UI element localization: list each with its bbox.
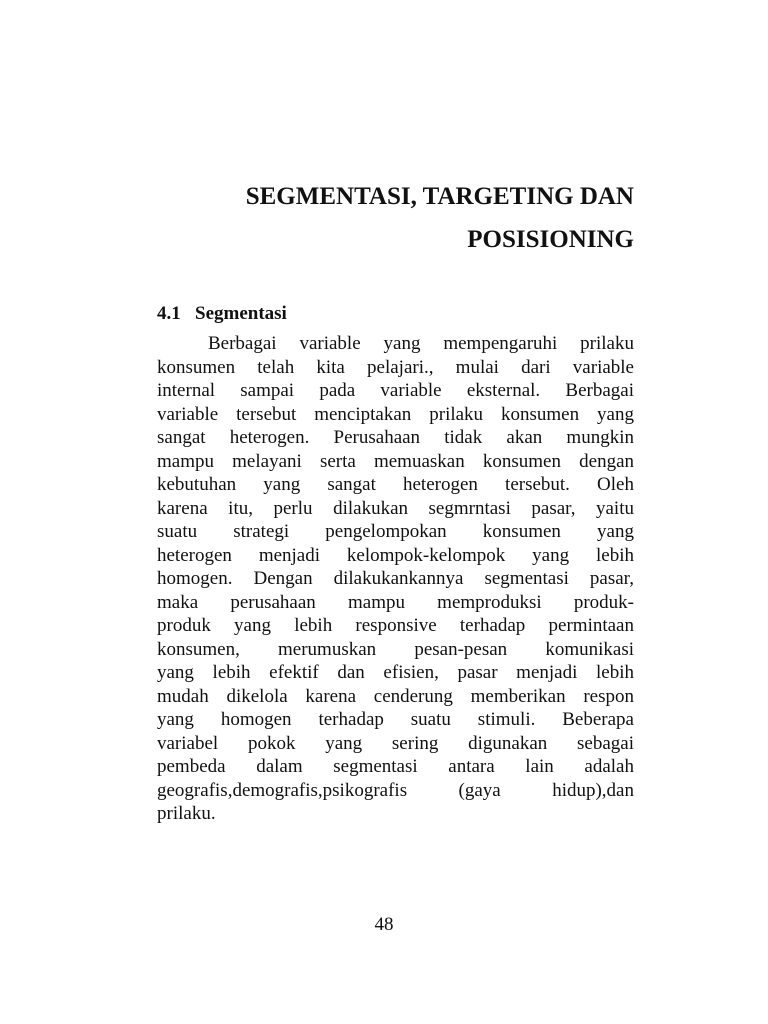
paragraph-line: variable tersebut menciptakan prilaku konsumen yang — [157, 403, 634, 425]
section-heading — [157, 303, 287, 325]
paragraph-line: karena itu, perlu dilakukan segmrntasi pasar, yaitu — [157, 497, 634, 519]
paragraph-line: prilaku. — [157, 803, 216, 824]
chapter-title — [130, 175, 634, 261]
chapter-title-line-2: POSISIONING — [467, 226, 634, 253]
paragraph-line: konsumen, merumuskan pesan-pesan komunikasi — [157, 638, 634, 660]
paragraph-line: internal sampai pada variable eksternal. Berbagai — [157, 380, 634, 401]
paragraph-line: produk yang lebih responsive terhadap permintaan — [157, 615, 634, 636]
paragraph-line: kebutuhan yang sangat heterogen tersebut. Oleh — [157, 474, 634, 495]
paragraph-line: geografis,demografis,psikografis (gaya hidup),dan — [157, 779, 634, 801]
body-paragraph — [157, 332, 634, 826]
paragraph-line: konsumen telah kita pelajari., mulai dari variable — [157, 356, 634, 378]
section-title: Segmentasi — [195, 303, 287, 324]
paragraph-line: Berbagai variable yang mempengaruhi prilaku — [208, 333, 634, 354]
paragraph-line: sangat heterogen. Perusahaan tidak akan mungkin — [157, 427, 634, 448]
paragraph-line: mudah dikelola karena cenderung memberikan respon — [157, 685, 634, 707]
paragraph-line: mampu melayani serta memuaskan konsumen dengan — [157, 450, 634, 472]
paragraph-line: homogen. Dengan dilakukankannya segmentasi pasar, — [157, 568, 634, 589]
paragraph-line: pembeda dalam segmentasi antara lain adalah — [157, 756, 634, 777]
paragraph-line: suatu strategi pengelompokan konsumen yang — [157, 521, 634, 542]
paragraph-line: variabel pokok yang sering digunakan sebagai — [157, 732, 634, 754]
paragraph-line: yang lebih efektif dan efisien, pasar menjadi lebih — [157, 662, 634, 683]
paragraph-line: maka perusahaan mampu memproduksi produk- — [157, 591, 634, 613]
section-number: 4.1 — [157, 303, 181, 324]
page-number: 48 — [374, 914, 394, 935]
chapter-title-line-1: SEGMENTASI, TARGETING DAN — [245, 183, 634, 210]
paragraph-line: yang homogen terhadap suatu stimuli. Beberapa — [157, 709, 634, 730]
paragraph-line: heterogen menjadi kelompok-kelompok yang lebih — [157, 544, 634, 566]
